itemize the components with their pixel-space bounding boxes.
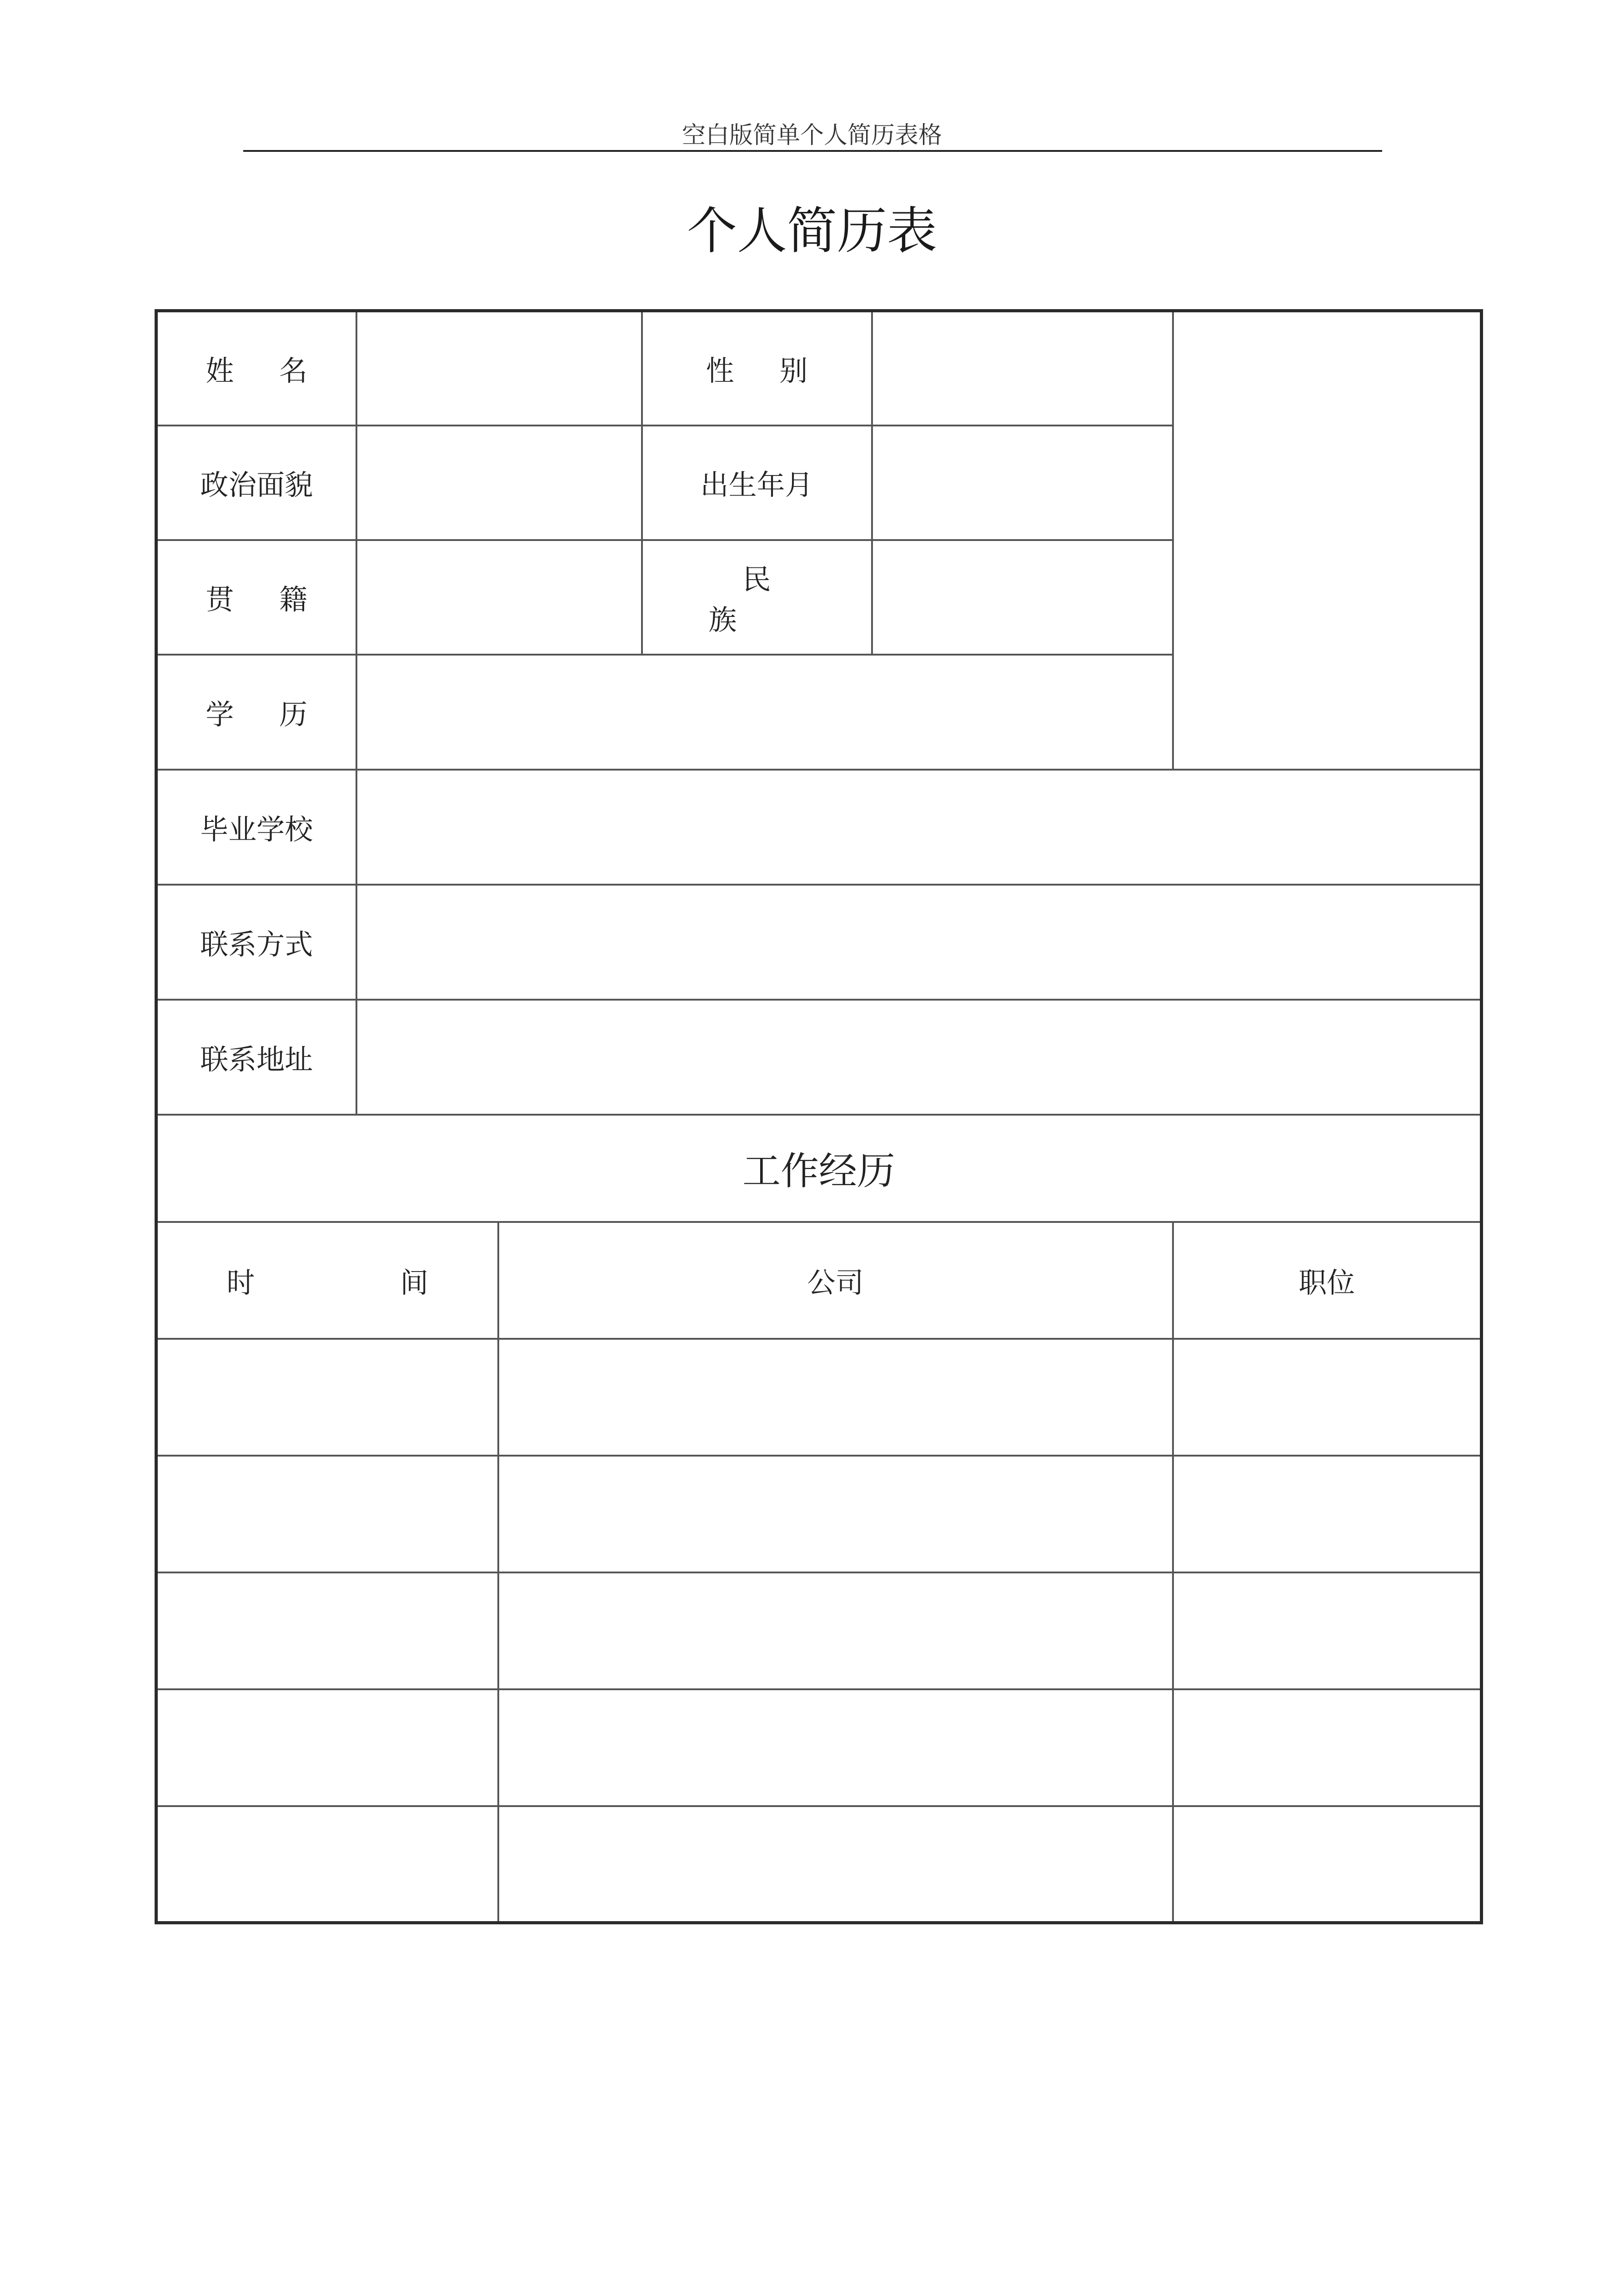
work-time-cell[interactable] <box>156 1339 498 1456</box>
work-company-cell[interactable] <box>498 1456 1173 1572</box>
work-company-cell[interactable] <box>498 1572 1173 1689</box>
work-row <box>156 1339 1482 1456</box>
work-experience-title: 工作经历 <box>156 1115 1482 1222</box>
work-row <box>156 1806 1482 1923</box>
school-label: 毕业学校 <box>156 770 356 885</box>
work-position-cell[interactable] <box>1173 1689 1482 1806</box>
birth-date-field[interactable] <box>872 426 1173 540</box>
work-company-header: 公司 <box>498 1222 1173 1339</box>
ethnicity-label: 民 族 <box>642 540 872 655</box>
page-header-text: 空白版简单个人简历表格 <box>682 122 942 149</box>
work-position-cell[interactable] <box>1173 1456 1482 1572</box>
gender-field[interactable] <box>872 311 1173 426</box>
work-company-cell[interactable] <box>498 1806 1173 1923</box>
resume-form-table <box>155 309 1483 1924</box>
work-position-header: 职位 <box>1173 1222 1482 1339</box>
work-company-cell[interactable] <box>498 1689 1173 1806</box>
work-row <box>156 1456 1482 1572</box>
birth-date-label: 出生年月 <box>642 426 872 540</box>
work-row <box>156 1689 1482 1806</box>
contact-label: 联系方式 <box>156 885 356 1000</box>
name-label: 姓 名 <box>156 311 356 426</box>
work-position-cell[interactable] <box>1173 1806 1482 1923</box>
work-company-cell[interactable] <box>498 1339 1173 1456</box>
work-time-cell[interactable] <box>156 1806 498 1923</box>
gender-label: 性 别 <box>642 311 872 426</box>
photo-area[interactable] <box>1173 311 1482 770</box>
work-position-cell[interactable] <box>1173 1572 1482 1689</box>
native-place-label: 贯 籍 <box>156 540 356 655</box>
native-place-field[interactable] <box>356 540 642 655</box>
education-label: 学 历 <box>156 655 356 770</box>
work-time-cell[interactable] <box>156 1689 498 1806</box>
work-row <box>156 1572 1482 1689</box>
education-field[interactable] <box>356 655 1173 770</box>
address-field[interactable] <box>356 1000 1482 1115</box>
header-rule <box>243 150 1382 152</box>
political-status-label: 政治面貌 <box>156 426 356 540</box>
ethnicity-field[interactable] <box>872 540 1173 655</box>
document-title: 个人简历表 <box>687 202 937 260</box>
political-status-field[interactable] <box>356 426 642 540</box>
work-position-cell[interactable] <box>1173 1339 1482 1456</box>
school-field[interactable] <box>356 770 1482 885</box>
name-field[interactable] <box>356 311 642 426</box>
work-time-cell[interactable] <box>156 1572 498 1689</box>
address-label: 联系地址 <box>156 1000 356 1115</box>
work-time-cell[interactable] <box>156 1456 498 1572</box>
contact-field[interactable] <box>356 885 1482 1000</box>
work-time-header: 时 间 <box>156 1222 498 1339</box>
